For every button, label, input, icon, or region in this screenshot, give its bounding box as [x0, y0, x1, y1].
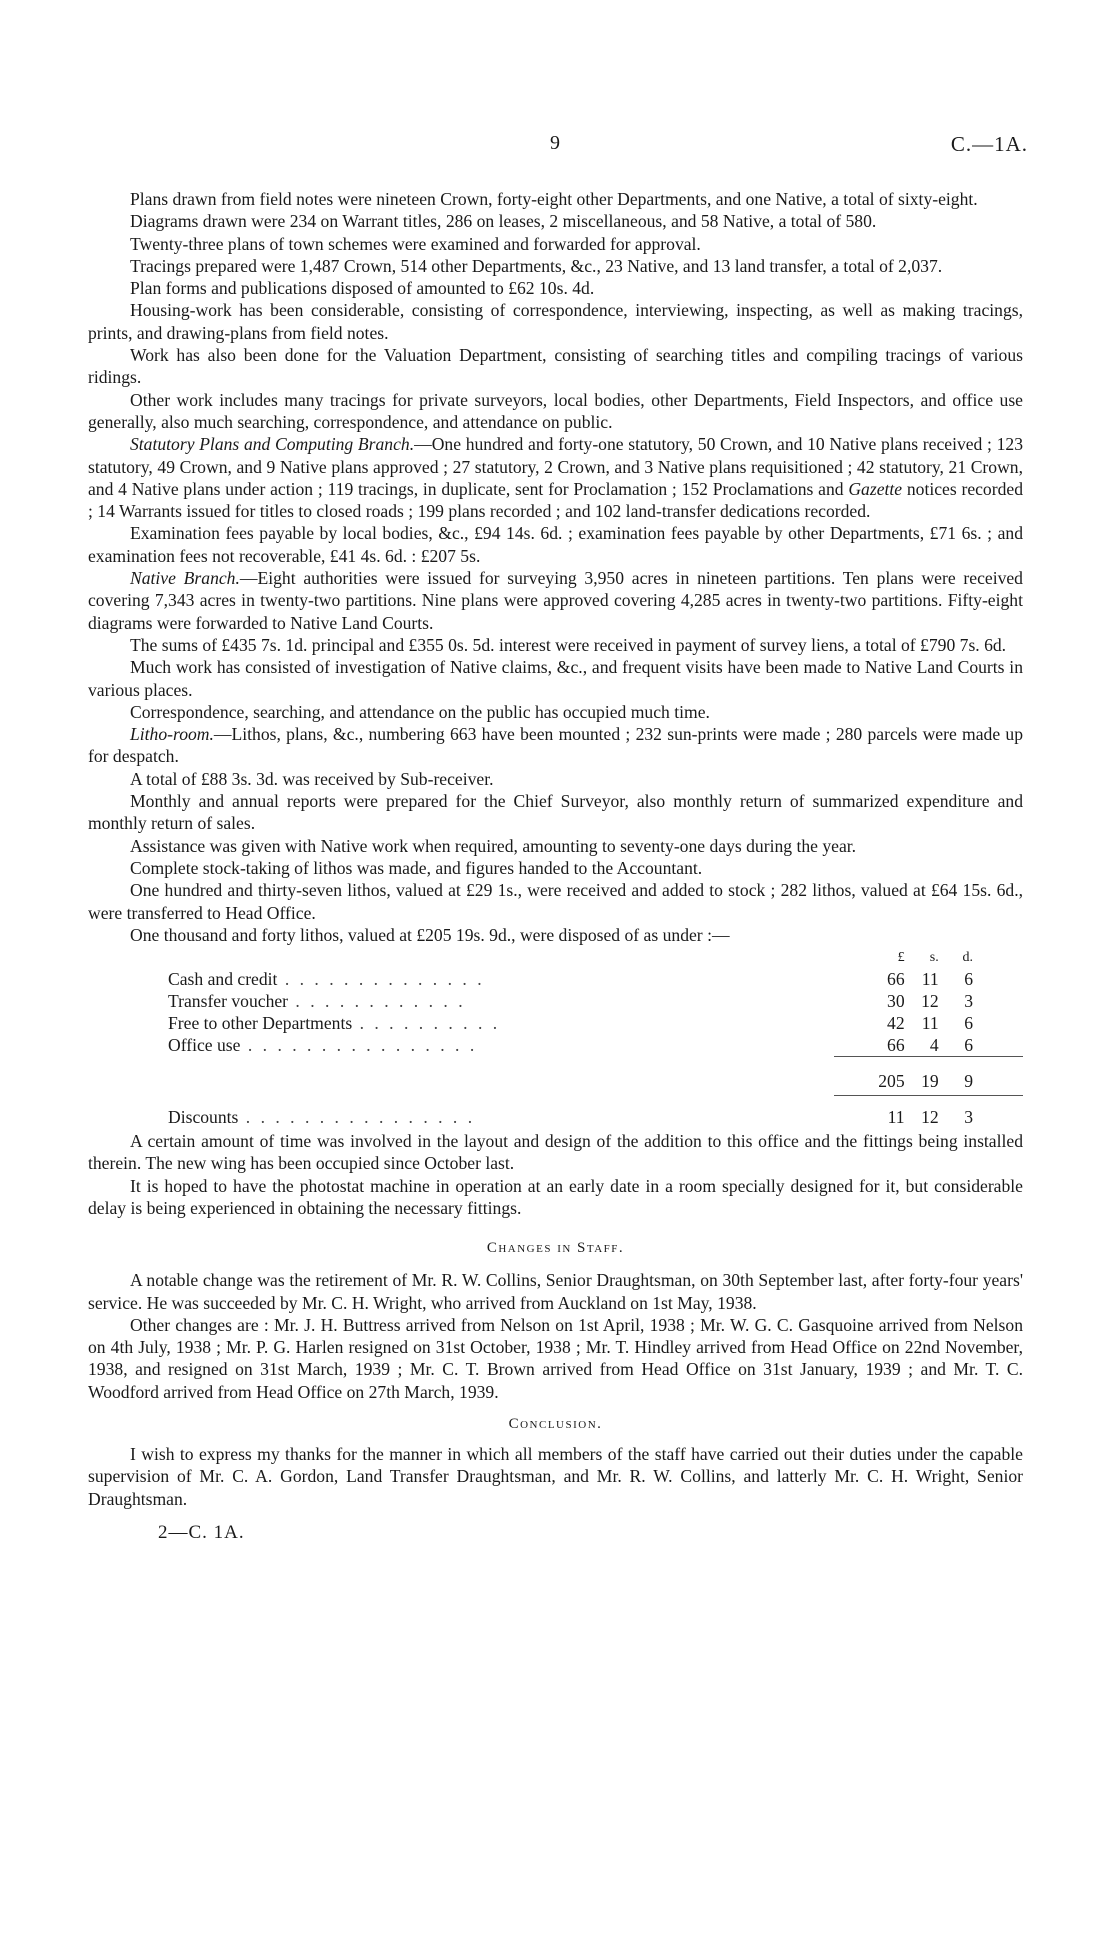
pounds-cell: 42 — [887, 1013, 905, 1034]
shillings-cell: 11 — [921, 969, 939, 990]
paragraph: I wish to express my thanks for the manner in which all members of the staff have carried out their duties under the capable supervision of Mr. C. A. Gordon, Land Transfer Draughtsman, and Mr. R. W. Collins, and latterly Mr. C. H. Wright, Senior Draughtsman. — [88, 1444, 1023, 1509]
shillings-cell: 12 — [921, 1107, 939, 1128]
lithos-disposal-table — [88, 948, 1023, 1128]
table-row — [88, 990, 1023, 1012]
paragraph: It is hoped to have the photostat machine in operation at an early date in a room specially designed for it, but considerable delay is being experienced in obtaining the necessary fittings. — [88, 1175, 1023, 1218]
paragraph: Monthly and annual reports were prepared for the Chief Surveyor, also monthly return of summarized expenditure and monthly return of sales. — [88, 791, 1023, 834]
table-row — [88, 1034, 1023, 1057]
table-total-row — [88, 1067, 1023, 1096]
leader-dots: . . . . . . . . . . . . — [288, 991, 466, 1012]
pounds-cell: 66 — [887, 969, 905, 990]
pence-cell: 6 — [964, 1013, 973, 1034]
table-rule — [88, 1057, 1023, 1068]
total-pence: 9 — [964, 1071, 973, 1092]
leader-dots: . . . . . . . . . . — [352, 1013, 501, 1034]
pence-cell: 3 — [964, 1107, 973, 1128]
section-heading-changes-in-staff: Changes in Staff. — [486, 1240, 625, 1257]
column-header-shillings: s. — [929, 950, 939, 966]
table-row-discounts — [88, 1106, 1023, 1128]
shillings-cell: 11 — [921, 1013, 939, 1034]
gazette-title: Gazette — [848, 478, 903, 499]
table-row — [88, 1012, 1023, 1034]
page-header — [0, 132, 1114, 162]
statutory-branch-heading: Statutory Plans and Computing Branch. — [130, 434, 415, 455]
paragraph: Plans drawn from field notes were nineteen Crown, forty-eight other Departments, and one Native, a total of sixty-eight. — [130, 189, 978, 209]
paragraph: Correspondence, searching, and attendance on the public has occupied much time. — [130, 701, 710, 722]
document-reference: C.—1A. — [950, 132, 1028, 156]
paragraph: Tracings prepared were 1,487 Crown, 514 other Departments, &c., 23 Native, and 13 land transfer, a total of 2,037. — [130, 255, 943, 276]
shillings-cell: 4 — [929, 1035, 939, 1056]
paragraph: One hundred and thirty-seven lithos, valued at £29 1s., were received and added to stock ; 282 lithos, valued at £64 15s. 6d., were transferred to Head Office. — [88, 880, 1023, 923]
examination-fees-paragraph: Examination fees payable by local bodies, &c., £94 14s. 6d. ; examination fees payable by other Departments, £71 6s. ; and examination fees not recoverable, £41 4s. 6d. : £207 5s. — [88, 523, 1023, 566]
row-label: Free to other Departments — [168, 1013, 353, 1034]
table-row — [88, 968, 1023, 990]
native-branch-text: —Eight authorities were issued for surveying 3,950 acres in nineteen partitions. Ten plans were received covering 7,343 acres in twenty-two partitions. Nine plans were approved covering 4,285 acres in twenty-two partitions. Fifty-eight diagrams were forwarded to Native Land Courts. — [88, 568, 1023, 633]
row-label: Office use — [168, 1035, 241, 1056]
total-pounds: 205 — [878, 1071, 905, 1092]
footer-reference: 2—C. 1A. — [158, 1521, 245, 1543]
paragraph: Other changes are : Mr. J. H. Buttress arrived from Nelson on 1st April, 1938 ; Mr. W. G. C. Gasquoine arrived from Nelson on 4th July, 1938 ; Mr. P. G. Harlen resigned on 31st October, 1938 ; Mr. T. Hindley arrived from Head Office on 22nd November, 1938, and resigned on 31st March, 1939 ; Mr. C. T. Brown arrived from Head Office on 31st January, 1939 ; and Mr. T. C. Woodford arrived from Head Office on 27th March, 1939. — [88, 1314, 1023, 1402]
paragraph: Work has also been done for the Valuation Department, consisting of searching titles and compiling tracings of various ridings. — [88, 345, 1023, 388]
column-header-pounds: £ — [897, 950, 905, 966]
paragraph: A notable change was the retirement of Mr. R. W. Collins, Senior Draughtsman, on 30th September last, after forty-four years' service. He was succeeded by Mr. C. H. Wright, who arrived from Auckland on 1st May, 1938. — [88, 1270, 1023, 1313]
paragraph: Diagrams drawn were 234 on Warrant titles, 286 on leases, 2 miscellaneous, and 58 Native, a total of 580. — [130, 211, 877, 232]
paragraph: Housing-work has been considerable, consisting of correspondence, interviewing, inspecting, as well as making tracings, prints, and drawing-plans from field notes. — [88, 300, 1023, 343]
document-body — [88, 188, 1023, 1548]
paragraph: A total of £88 3s. 3d. was received by Sub-receiver. — [130, 768, 494, 789]
row-label: Transfer voucher — [168, 991, 289, 1012]
paragraph: Twenty-three plans of town schemes were examined and forwarded for approval. — [130, 233, 701, 254]
section-heading-conclusion: Conclusion. — [508, 1416, 603, 1433]
paragraph: Complete stock-taking of lithos was made, and figures handed to the Accountant. — [130, 857, 703, 878]
paragraph: The sums of £435 7s. 1d. principal and £355 0s. 5d. interest were received in payment of survey liens, a total of £790 7s. 6d. — [130, 634, 1007, 655]
leader-dots: . . . . . . . . . . . . . . — [277, 969, 485, 990]
paragraph: Much work has consisted of investigation of Native claims, &c., and frequent visits have been made to Native Land Courts in various places. — [88, 657, 1023, 700]
pounds-cell: 11 — [887, 1107, 905, 1128]
native-branch-heading: Native Branch. — [130, 568, 240, 589]
pounds-cell: 30 — [887, 991, 905, 1012]
shillings-cell: 12 — [921, 991, 939, 1012]
paragraph: Other work includes many tracings for private surveyors, local bodies, other Departments, Field Inspectors, and office use generally, also much searching, correspondence, and attendance on public. — [88, 389, 1023, 432]
column-header-pence: d. — [962, 950, 973, 966]
table-header-row — [88, 948, 1023, 968]
pence-cell: 3 — [964, 991, 973, 1012]
native-branch-paragraph — [88, 567, 1023, 634]
total-shillings: 19 — [921, 1071, 939, 1092]
litho-room-text: —Lithos, plans, &c., numbering 663 have been mounted ; 232 sun-prints were made ; 280 parcels were made up for despatch. — [88, 724, 1023, 767]
paragraph: Assistance was given with Native work when required, amounting to seventy-one days during the year. — [130, 835, 857, 856]
paragraph: Plan forms and publications disposed of amounted to £62 10s. 4d. — [130, 278, 595, 299]
litho-room-heading: Litho-room. — [130, 724, 214, 745]
statutory-text-part-2: notices recorded ; 14 Warrants issued for titles to closed roads ; 199 plans recorded ; and 102 land-transfer dedications recorded. — [88, 478, 1023, 522]
statutory-text-part-1: —One hundred and forty-one statutory, 50 Crown, and 10 Native plans received ; 123 statutory, 49 Crown, and 9 Native plans approved ; 27 statutory, 2 Crown, and 3 Native plans requisitioned ; 42 statutory, 21 Crown, and 4 Native plans under action ; 119 tracings, in duplicate, sent for Proclamation ; 152 Proclamations and — [88, 434, 1023, 499]
paragraph: A certain amount of time was involved in the layout and design of the addition to this office and the fittings being installed therein. The new wing has been occupied since October last. — [88, 1131, 1023, 1174]
page-number: 9 — [550, 132, 560, 154]
pence-cell: 6 — [964, 969, 973, 990]
litho-room-paragraph — [88, 723, 1023, 768]
pounds-cell: 66 — [887, 1035, 905, 1056]
table-rule — [88, 1096, 1023, 1107]
pence-cell: 6 — [964, 1035, 973, 1056]
paragraph: One thousand and forty lithos, valued at £205 19s. 9d., were disposed of as under :— — [130, 924, 730, 945]
row-label: Discounts — [168, 1107, 239, 1128]
row-label: Cash and credit — [168, 969, 278, 990]
leader-dots: . . . . . . . . . . . . . . . . — [240, 1035, 478, 1056]
statutory-branch-paragraph — [88, 433, 1023, 522]
leader-dots: . . . . . . . . . . . . . . . . — [238, 1107, 476, 1128]
